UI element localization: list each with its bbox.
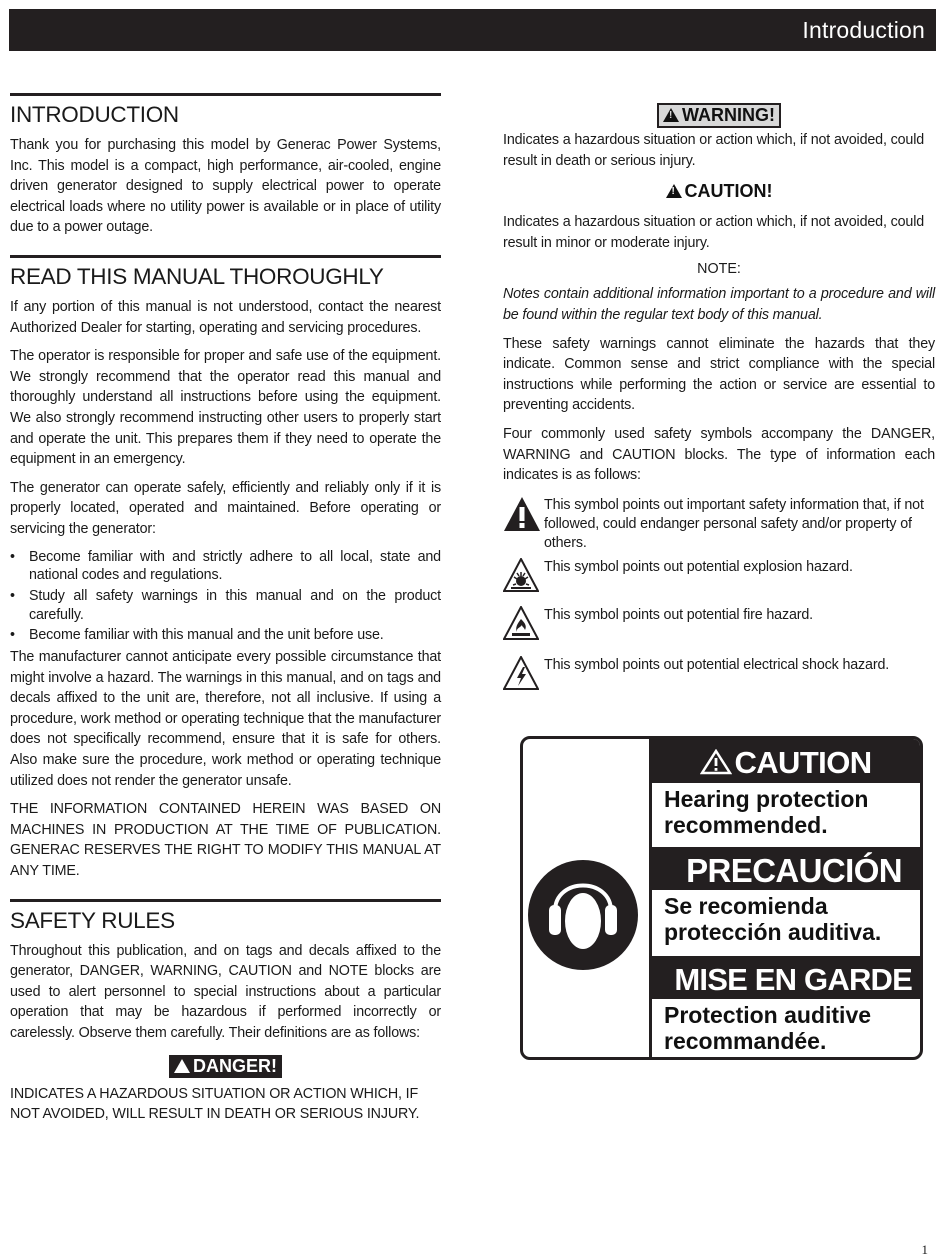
generator-paragraph: The generator can operate safely, efficiently and reliably only if it is properly located, operated and maintained. Before operating or servicing the generator: bbox=[10, 479, 441, 537]
caution-band-es: PRECAUCIÓN bbox=[652, 847, 920, 890]
caution-band-fr: MISE EN GARDE bbox=[652, 956, 920, 999]
caution-band-en: CAUTION bbox=[652, 739, 920, 783]
safety-rules-heading: SAFETY RULES bbox=[10, 907, 175, 933]
caution-block bbox=[503, 181, 935, 203]
note-description: Notes contain additional information important to a procedure and will be found within the regular text body of this manual. bbox=[503, 286, 935, 323]
warning-triangle-icon: ! bbox=[174, 1059, 190, 1073]
ear-protection-icon bbox=[523, 739, 649, 1057]
sign-text-panel bbox=[652, 739, 920, 1057]
symbol-row bbox=[503, 606, 935, 646]
warnings-paragraph: These safety warnings cannot eliminate the hazards that they indicate. Common sense and strict compliance with the special instructions while performing the action or service are essential to preventing accidents. bbox=[503, 335, 935, 414]
note-label: NOTE: bbox=[697, 261, 741, 278]
warning-block bbox=[503, 103, 935, 128]
bullet-list bbox=[10, 548, 441, 646]
read-manual-heading: READ THIS MANUAL THOROUGHLY bbox=[10, 263, 384, 289]
sign-text-en: Hearing protection recommended. bbox=[664, 786, 869, 838]
warning-badge: ! WARNING! bbox=[657, 103, 781, 128]
danger-block bbox=[10, 1055, 441, 1078]
caution-badge: ! CAUTION! bbox=[666, 181, 773, 202]
symbols-paragraph: Four commonly used safety symbols accompany the DANGER, WARNING and CAUTION blocks. The type of information each indicates is as follows: bbox=[503, 425, 935, 484]
sign-icon-panel bbox=[523, 739, 652, 1057]
introduction-paragraph: Thank you for purchasing this model by Generac Power Systems, Inc. This model is a compact, high performance, air-cooled, engine driven generator designed to supply electrical power to operate electrical loads where no utility power is available or in place of utility due to a power outage. bbox=[10, 137, 441, 236]
manufacturer-paragraph: The manufacturer cannot anticipate every possible circumstance that might involve a hazard. The warnings in this manual, and on tags and decals affixed to the unit are, therefore, not all inclusive. If using a procedure, work method or operating technique that the manufacturer does not specifically recommend, ensure that it is safe for others. Also make sure the procedure, work method or operating technique utilized does not render the generator unsafe. bbox=[10, 649, 441, 789]
warning-triangle-icon: ! bbox=[663, 108, 679, 122]
operator-paragraph: The operator is responsible for proper and safe use of the equipment. We strongly recommend that the operator read this manual and thoroughly understand all instructions before using the equipment. We also strongly recommend instructing other users to properly start and operate the unit. This prepares them if they need to operate the equipment in an emergency. bbox=[10, 348, 441, 468]
read-manual-paragraph: If any portion of this manual is not understood, contact the nearest Authorized Dealer for starting, operating and servicing procedures. bbox=[10, 298, 441, 336]
danger-description: INDICATES A HAZARDOUS SITUATION OR ACTION WHICH, IF NOT AVOIDED, WILL RESULT IN DEATH OR SERIOUS INJURY. bbox=[10, 1085, 420, 1123]
symbol-description: This symbol points out important safety information that, if not followed, could endanger personal safety and/or property of others. bbox=[544, 496, 924, 551]
warning-triangle-icon: ! bbox=[666, 184, 682, 198]
header-bar bbox=[9, 9, 936, 51]
explosion-icon bbox=[503, 558, 539, 592]
section-divider bbox=[10, 899, 441, 902]
section-divider bbox=[10, 255, 441, 258]
symbol-row bbox=[503, 656, 935, 696]
danger-badge: ! DANGER! bbox=[169, 1055, 282, 1078]
hearing-protection-sign bbox=[520, 736, 923, 1060]
symbol-description: This symbol points out potential electrical shock hazard. bbox=[544, 656, 890, 673]
symbol-description: This symbol points out potential fire hazard. bbox=[544, 606, 814, 623]
warning-triangle-icon bbox=[700, 749, 732, 775]
symbol-row bbox=[503, 496, 935, 556]
sign-text-fr: Protection auditive recommandée. bbox=[664, 1002, 872, 1054]
section-title: Introduction bbox=[802, 17, 925, 43]
introduction-heading: INTRODUCTION bbox=[10, 102, 179, 127]
right-column bbox=[503, 100, 935, 696]
page-number: 1 bbox=[921, 1242, 928, 1257]
section-divider bbox=[10, 93, 441, 96]
disclaimer-paragraph: THE INFORMATION CONTAINED HEREIN WAS BASED ON MACHINES IN PRODUCTION AT THE TIME OF PUBLICATION. GENERAC RESERVES THE RIGHT TO MODIFY THIS MANUAL AT ANY TIME. bbox=[10, 801, 441, 879]
list-item: • Become familiar with this manual and the unit before use. bbox=[10, 626, 441, 645]
list-item: • Become familiar with and strictly adhere to all local, state and national codes and regulations. bbox=[10, 548, 441, 585]
symbol-row bbox=[503, 558, 935, 598]
safety-rules-paragraph: Throughout this publication, and on tags and decals affixed to the generator, DANGER, WARNING, CAUTION and NOTE blocks are used to alert personnel to special instructions about a particular operation that may be hazardous if performed incorrectly or carelessly. Observe them carefully. Their definitions are as follows: bbox=[10, 942, 441, 1041]
electric-shock-icon bbox=[503, 656, 539, 690]
fire-icon bbox=[503, 606, 539, 640]
warning-description: Indicates a hazardous situation or action which, if not avoided, could result in death or serious injury. bbox=[503, 132, 925, 169]
left-column bbox=[10, 93, 441, 1125]
caution-description: Indicates a hazardous situation or action which, if not avoided, could result in minor or moderate injury. bbox=[503, 214, 925, 251]
list-item: • Study all safety warnings in this manual and on the product carefully. bbox=[10, 587, 441, 624]
sign-text-es: Se recomienda protección auditiva. bbox=[664, 893, 882, 945]
symbol-description: This symbol points out potential explosion hazard. bbox=[544, 558, 853, 575]
exclamation-triangle-icon bbox=[503, 496, 541, 532]
